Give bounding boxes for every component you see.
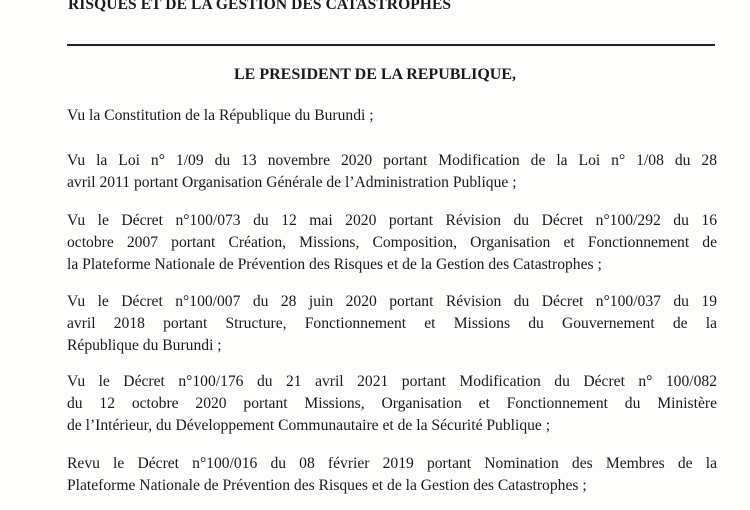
paragraph-line: la Plateforme Nationale de Prévention des Risques et de la Gestion des Catastrophes ; bbox=[67, 256, 602, 273]
paragraph-decret-100-007 bbox=[67, 291, 717, 357]
paragraph-decret-100-176 bbox=[67, 371, 717, 437]
paragraph-line: du 12 octobre 2020 portant Missions, Organisation et Fonctionnement du Ministère bbox=[67, 395, 717, 412]
paragraph-decret-100-016 bbox=[67, 453, 717, 497]
president-heading: LE PRESIDENT DE LA REPUBLIQUE, bbox=[234, 66, 516, 83]
paragraph-line: Revu le Décret n°100/016 du 08 février 2019 portant Nomination des Membres de la bbox=[67, 455, 717, 472]
horizontal-rule bbox=[67, 44, 715, 46]
paragraph-line: Vu le Décret n°100/007 du 28 juin 2020 portant Révision du Décret n°100/037 du 19 bbox=[67, 293, 717, 310]
paragraph-line: Vu le Décret n°100/176 du 21 avril 2021 portant Modification du Décret n° 100/082 bbox=[67, 373, 717, 390]
document-top-heading: RISQUES ET DE LA GESTION DES CATASTROPHES bbox=[68, 0, 452, 13]
paragraph-line: de l’Intérieur, du Développement Communautaire et de la Sécurité Publique ; bbox=[67, 417, 551, 434]
paragraph-line: République du Burundi ; bbox=[67, 337, 222, 354]
paragraph-line: Vu la Constitution de la République du Burundi ; bbox=[67, 107, 374, 124]
paragraph-loi-1-09 bbox=[67, 150, 717, 194]
paragraph-line: avril 2011 portant Organisation Générale de l’Administration Publique ; bbox=[67, 174, 517, 191]
paragraph-line: avril 2018 portant Structure, Fonctionnement et Missions du Gouvernement de la bbox=[67, 315, 717, 332]
paragraph-line: Vu la Loi n° 1/09 du 13 novembre 2020 portant Modification de la Loi n° 1/08 du 28 bbox=[67, 152, 717, 169]
paragraph-constitution bbox=[67, 105, 717, 127]
paragraph-line: Plateforme Nationale de Prévention des Risques et de la Gestion des Catastrophes ; bbox=[67, 477, 587, 494]
paragraph-decret-100-073 bbox=[67, 210, 717, 276]
paragraph-line: octobre 2007 portant Création, Missions, Composition, Organisation et Fonctionnement de bbox=[67, 234, 717, 251]
paragraph-line: Vu le Décret n°100/073 du 12 mai 2020 portant Révision du Décret n°100/292 du 16 bbox=[67, 212, 717, 229]
